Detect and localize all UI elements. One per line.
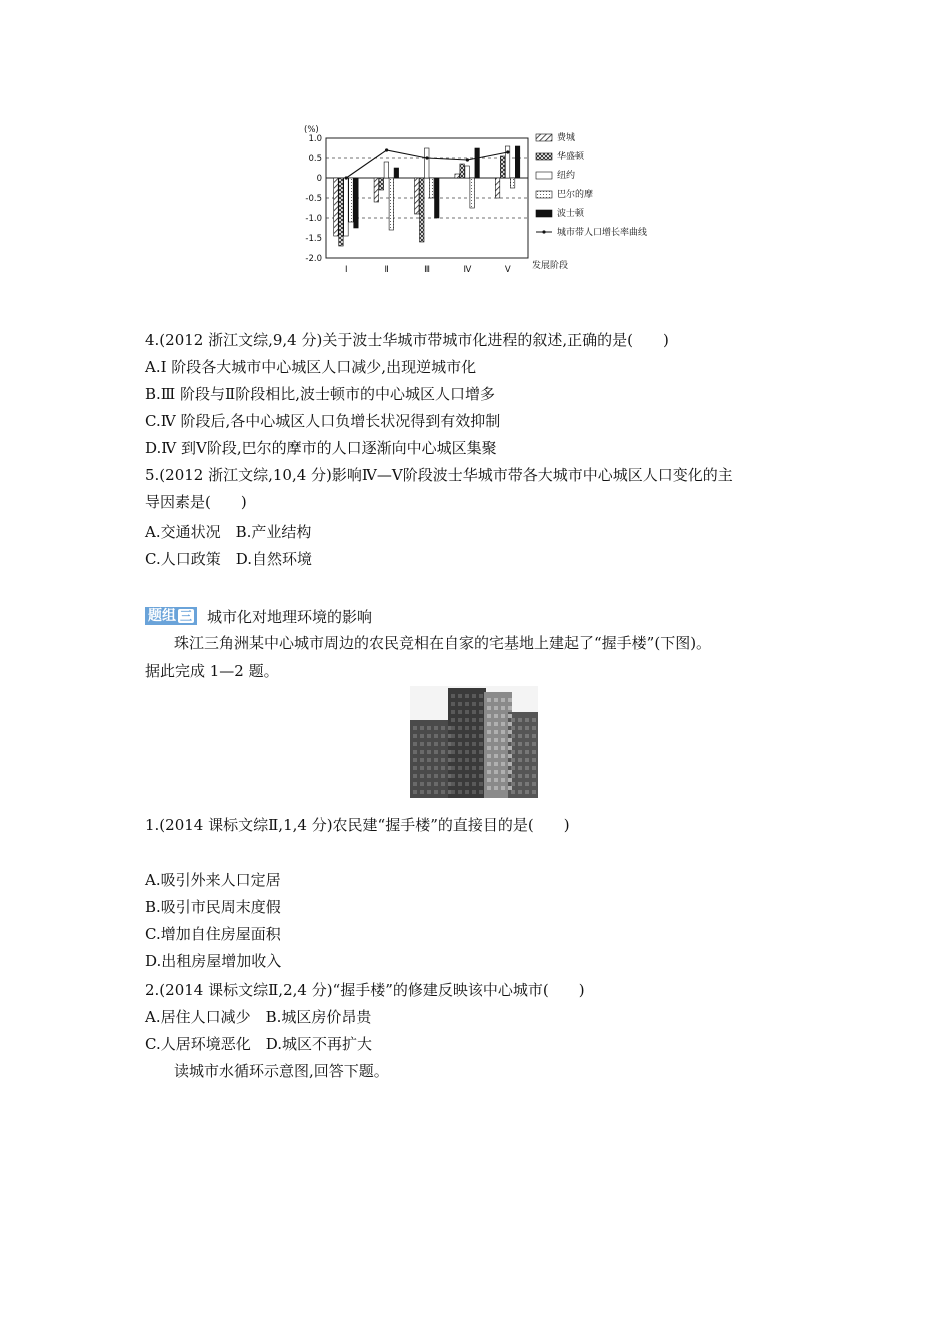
bar-1-1	[334, 178, 339, 236]
bar-2-1	[339, 178, 344, 246]
bar-5-4	[475, 148, 480, 178]
legend-line-dot	[542, 230, 545, 233]
bar-4-1	[349, 178, 354, 222]
question-4-option-d: D.Ⅳ 到Ⅴ阶段,巴尔的摩市的人口逐渐向中心城区集聚	[145, 439, 497, 457]
urbanization-chart	[296, 118, 676, 278]
bar-1-2	[374, 178, 379, 202]
bar-5-3	[435, 178, 440, 218]
handshake-buildings-photo	[410, 686, 538, 798]
y-tick-label: 0	[316, 174, 322, 184]
legend-label: 纽约	[557, 171, 576, 181]
bar-2-2	[379, 178, 384, 190]
section-tag-label: 题组	[148, 608, 176, 624]
question-1-option-a: A.吸引外来人口定居	[145, 871, 281, 889]
bar-2-4	[460, 164, 465, 178]
legend-label: 华盛顿	[557, 152, 585, 162]
y-tick-label: -1.5	[305, 234, 322, 244]
bar-5-5	[515, 146, 520, 178]
bar-5-2	[394, 168, 399, 178]
legend-swatch	[536, 153, 552, 160]
legend-swatch	[536, 172, 552, 179]
y-tick-label: -0.5	[305, 194, 322, 204]
bar-4-2	[389, 178, 394, 230]
bar-3-1	[344, 178, 349, 236]
legend-swatch	[536, 210, 552, 217]
question-2-stem: 2.(2014 课标文综Ⅱ,2,4 分)“握手楼”的修建反映该中心城市( )	[145, 981, 585, 999]
x-tick-label: Ⅱ	[384, 265, 389, 275]
bar-5-1	[354, 178, 359, 228]
question-4-option-b: B.Ⅲ 阶段与Ⅱ阶段相比,波士顿市的中心城区人口增多	[145, 385, 495, 403]
y-tick-label: 0.5	[308, 154, 322, 164]
y-tick-label: -1.0	[305, 214, 322, 224]
closing-instruction: 读城市水循环示意图,回答下题。	[174, 1062, 389, 1080]
bar-3-2	[384, 162, 389, 178]
bar-4-3	[430, 178, 435, 198]
bar-3-3	[425, 148, 430, 178]
bar-1-5	[495, 178, 500, 198]
trend-point	[466, 158, 469, 161]
trend-point	[425, 156, 428, 159]
legend-label: 波士顿	[557, 209, 585, 219]
legend-label: 巴尔的摩	[557, 190, 594, 200]
bar-1-3	[415, 178, 420, 214]
section-intro-cont: 据此完成 1—2 题。	[145, 662, 279, 680]
question-1-option-b: B.吸引市民周末度假	[145, 898, 281, 916]
y-tick-label: 1.0	[308, 134, 322, 144]
legend-swatch	[536, 191, 552, 198]
y-tick-label: -2.0	[305, 254, 322, 264]
question-2-options-cd: C.人居环境恶化 D.城区不再扩大	[145, 1035, 372, 1053]
legend-label: 城市带人口增长率曲线	[557, 228, 648, 238]
legend-label: 费城	[557, 133, 576, 143]
question-4-option-a: A.Ⅰ 阶段各大城市中心城区人口减少,出现逆城市化	[145, 358, 477, 376]
question-1-stem: 1.(2014 课标文综Ⅱ,1,4 分)农民建“握手楼”的直接目的是( )	[145, 816, 570, 834]
question-1-option-c: C.增加自住房屋面积	[145, 925, 281, 943]
question-1-option-d: D.出租房屋增加收入	[145, 952, 282, 970]
question-4-stem: 4.(2012 浙江文综,9,4 分)关于波士华城市带城市化进程的叙述,正确的是( )	[145, 331, 669, 349]
trend-point	[385, 148, 388, 151]
question-5-stem-cont: 导因素是( )	[145, 493, 247, 511]
bar-3-4	[465, 166, 470, 178]
x-tick-label: Ⅰ	[344, 265, 348, 275]
x-tick-label: Ⅲ	[424, 265, 430, 275]
section-tag	[145, 607, 197, 625]
section-tag-number: 三	[180, 609, 193, 623]
question-5-options-cd: C.人口政策 D.自然环境	[145, 550, 312, 568]
question-4-option-c: C.Ⅳ 阶段后,各中心城区人口负增长状况得到有效抑制	[145, 412, 501, 430]
question-2-options-ab: A.居住人口减少 B.城区房价昂贵	[145, 1008, 372, 1026]
bar-4-5	[510, 178, 515, 188]
trend-point	[345, 176, 348, 179]
bar-1-4	[455, 174, 460, 178]
question-5-stem: 5.(2012 浙江文综,10,4 分)影响Ⅳ—Ⅴ阶段波士华城市带各大城市中心城区人口变化的主	[145, 466, 733, 484]
x-tick-label: Ⅳ	[463, 265, 472, 275]
bar-4-4	[470, 178, 475, 208]
y-axis-label: (%)	[304, 125, 319, 135]
bar-2-3	[420, 178, 425, 242]
legend-swatch	[536, 134, 552, 141]
trend-point	[506, 150, 509, 153]
section-title: 城市化对地理环境的影响	[207, 608, 373, 626]
x-axis-label: 发展阶段	[532, 261, 569, 271]
section-intro: 珠江三角洲某中心城市周边的农民竞相在自家的宅基地上建起了“握手楼”(下图)。	[174, 634, 712, 652]
bar-2-5	[500, 156, 505, 178]
x-tick-label: Ⅴ	[504, 265, 511, 275]
question-5-options-ab: A.交通状况 B.产业结构	[145, 523, 312, 541]
